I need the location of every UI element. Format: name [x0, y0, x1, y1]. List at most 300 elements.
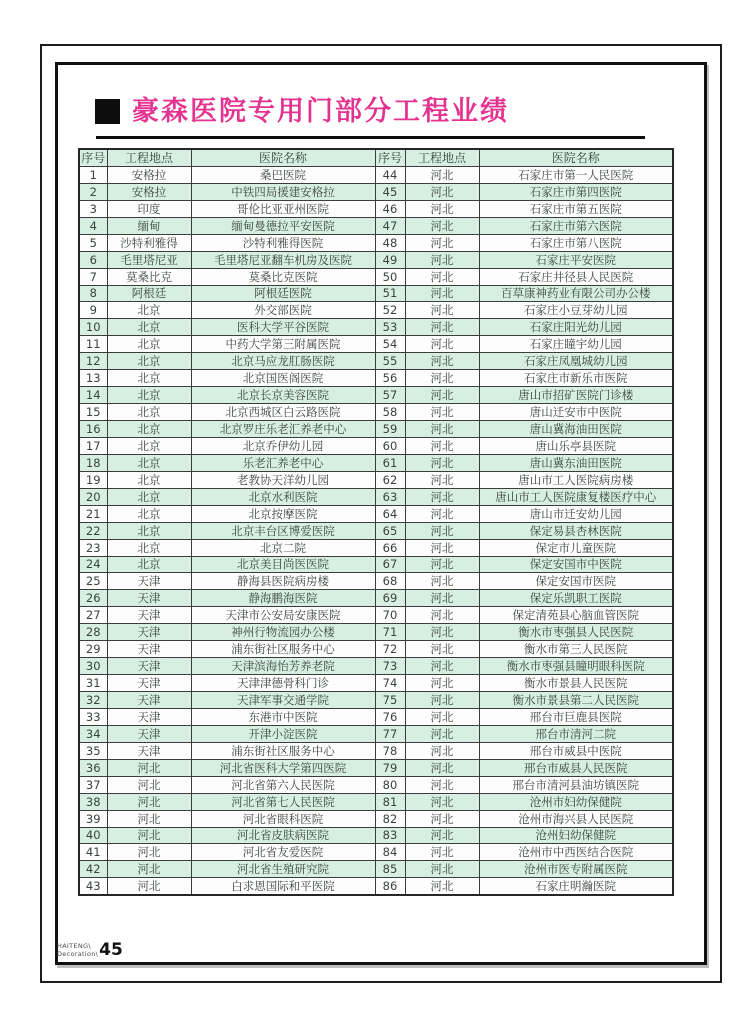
table-row — [79, 217, 673, 234]
serial-cell: 86 — [375, 878, 405, 895]
page-footer — [57, 940, 123, 960]
location-cell: 河北 — [405, 387, 479, 404]
hospital-name-cell: 河北省生殖研究院 — [191, 861, 375, 878]
location-cell: 河北 — [405, 336, 479, 353]
table-row — [79, 471, 673, 488]
location-cell: 河北 — [405, 827, 479, 844]
serial-cell: 68 — [375, 573, 405, 590]
table-row — [79, 844, 673, 861]
table-row — [79, 810, 673, 827]
location-cell: 河北 — [405, 437, 479, 454]
location-cell: 莫桑比克 — [107, 268, 191, 285]
serial-cell: 52 — [375, 302, 405, 319]
hospital-name-cell: 唐山冀海油田医院 — [479, 421, 673, 438]
serial-cell: 74 — [375, 675, 405, 692]
header-hospital-name-right: 医院名称 — [479, 149, 673, 166]
serial-cell: 12 — [79, 353, 107, 370]
hospital-name-cell: 北京国医阁医院 — [191, 370, 375, 387]
location-cell: 天津 — [107, 590, 191, 607]
serial-cell: 25 — [79, 573, 107, 590]
serial-cell: 82 — [375, 810, 405, 827]
serial-cell: 64 — [375, 505, 405, 522]
hospital-name-cell: 外交部医院 — [191, 302, 375, 319]
hospital-name-cell: 沧州市妇幼保健院 — [479, 793, 673, 810]
location-cell: 北京 — [107, 505, 191, 522]
hospital-name-cell: 邢台市清河二院 — [479, 725, 673, 742]
serial-cell: 1 — [79, 166, 107, 183]
serial-cell: 40 — [79, 827, 107, 844]
serial-cell: 85 — [375, 861, 405, 878]
hospital-name-cell: 中药大学第三附属医院 — [191, 336, 375, 353]
location-cell: 沙特利雅得 — [107, 234, 191, 251]
hospital-name-cell: 石家庄凤凰城幼儿园 — [479, 353, 673, 370]
serial-cell: 19 — [79, 471, 107, 488]
serial-cell: 38 — [79, 793, 107, 810]
location-cell: 河北 — [405, 658, 479, 675]
location-cell: 河北 — [405, 878, 479, 895]
location-cell: 河北 — [405, 793, 479, 810]
hospital-name-cell: 乐老汇养老中心 — [191, 454, 375, 471]
serial-cell: 70 — [375, 607, 405, 624]
table-row — [79, 268, 673, 285]
location-cell: 天津 — [107, 658, 191, 675]
serial-cell: 35 — [79, 742, 107, 759]
location-cell: 天津 — [107, 641, 191, 658]
serial-cell: 79 — [375, 759, 405, 776]
table-row — [79, 404, 673, 421]
serial-cell: 4 — [79, 217, 107, 234]
location-cell: 河北 — [405, 302, 479, 319]
location-cell: 河北 — [405, 725, 479, 742]
serial-cell: 84 — [375, 844, 405, 861]
location-cell: 安格拉 — [107, 183, 191, 200]
serial-cell: 76 — [375, 708, 405, 725]
hospital-name-cell: 毛里塔尼亚翻车机房及医院 — [191, 251, 375, 268]
location-cell: 天津 — [107, 725, 191, 742]
serial-cell: 54 — [375, 336, 405, 353]
serial-cell: 27 — [79, 607, 107, 624]
table-row — [79, 421, 673, 438]
serial-cell: 26 — [79, 590, 107, 607]
location-cell: 印度 — [107, 200, 191, 217]
hospital-name-cell: 邢台市巨鹿县医院 — [479, 708, 673, 725]
serial-cell: 33 — [79, 708, 107, 725]
hospital-name-cell: 保定乐凯职工医院 — [479, 590, 673, 607]
hospital-name-cell: 石家庄市第八医院 — [479, 234, 673, 251]
serial-cell: 44 — [375, 166, 405, 183]
hospital-name-cell: 保定安国市中医院 — [479, 556, 673, 573]
hospital-name-cell: 邢台市威县中医院 — [479, 742, 673, 759]
hospital-name-cell: 石家庄市第五医院 — [479, 200, 673, 217]
location-cell: 河北 — [405, 234, 479, 251]
hospital-name-cell: 石家庄市新乐市医院 — [479, 370, 673, 387]
hospital-name-cell: 阿根廷医院 — [191, 285, 375, 302]
serial-cell: 58 — [375, 404, 405, 421]
hospital-name-cell: 唐山市工人医院康复楼医疗中心 — [479, 488, 673, 505]
table-row — [79, 539, 673, 556]
hospital-name-cell: 白求恩国际和平医院 — [191, 878, 375, 895]
location-cell: 河北 — [405, 421, 479, 438]
table-row — [79, 285, 673, 302]
hospital-name-cell: 沧州妇幼保健院 — [479, 827, 673, 844]
location-cell: 北京 — [107, 336, 191, 353]
hospital-name-cell: 石家庄平安医院 — [479, 251, 673, 268]
table-row — [79, 556, 673, 573]
hospital-name-cell: 河北省第七人民医院 — [191, 793, 375, 810]
serial-cell: 9 — [79, 302, 107, 319]
hospital-name-cell: 中铁四局援建安格拉 — [191, 183, 375, 200]
location-cell: 河北 — [107, 844, 191, 861]
table-row — [79, 590, 673, 607]
serial-cell: 22 — [79, 522, 107, 539]
table-row — [79, 200, 673, 217]
location-cell: 北京 — [107, 353, 191, 370]
projects-table — [78, 148, 674, 896]
serial-cell: 34 — [79, 725, 107, 742]
serial-cell: 65 — [375, 522, 405, 539]
hospital-name-cell: 北京罗庄乐老汇养老中心 — [191, 421, 375, 438]
location-cell: 河北 — [405, 742, 479, 759]
location-cell: 缅甸 — [107, 217, 191, 234]
title-block — [95, 98, 509, 125]
location-cell: 河北 — [405, 353, 479, 370]
serial-cell: 41 — [79, 844, 107, 861]
header-serial-right: 序号 — [375, 149, 405, 166]
location-cell: 河北 — [107, 878, 191, 895]
location-cell: 河北 — [405, 692, 479, 709]
hospital-name-cell: 天津滨海怡芳养老院 — [191, 658, 375, 675]
location-cell: 河北 — [405, 522, 479, 539]
serial-cell: 14 — [79, 387, 107, 404]
location-cell: 河北 — [405, 539, 479, 556]
location-cell: 河北 — [405, 861, 479, 878]
location-cell: 河北 — [405, 641, 479, 658]
serial-cell: 55 — [375, 353, 405, 370]
header-serial-left: 序号 — [79, 149, 107, 166]
table-row — [79, 607, 673, 624]
serial-cell: 18 — [79, 454, 107, 471]
serial-cell: 48 — [375, 234, 405, 251]
location-cell: 河北 — [405, 708, 479, 725]
hospital-name-cell: 静海鹏海医院 — [191, 590, 375, 607]
serial-cell: 75 — [375, 692, 405, 709]
location-cell: 天津 — [107, 692, 191, 709]
serial-cell: 3 — [79, 200, 107, 217]
location-cell: 北京 — [107, 370, 191, 387]
hospital-name-cell: 河北省皮肤病医院 — [191, 827, 375, 844]
location-cell: 河北 — [405, 285, 479, 302]
table-row — [79, 742, 673, 759]
location-cell: 北京 — [107, 539, 191, 556]
serial-cell: 83 — [375, 827, 405, 844]
serial-cell: 8 — [79, 285, 107, 302]
hospital-name-cell: 天津军事交通学院 — [191, 692, 375, 709]
serial-cell: 23 — [79, 539, 107, 556]
hospital-name-cell: 沧州市中西医结合医院 — [479, 844, 673, 861]
hospital-name-cell: 唐山市工人医院病房楼 — [479, 471, 673, 488]
hospital-name-cell: 唐山迁安市中医院 — [479, 404, 673, 421]
hospital-name-cell: 北京乔伊幼儿园 — [191, 437, 375, 454]
location-cell: 河北 — [405, 488, 479, 505]
location-cell: 河北 — [405, 590, 479, 607]
serial-cell: 30 — [79, 658, 107, 675]
serial-cell: 46 — [375, 200, 405, 217]
hospital-name-cell: 石家庄市第四医院 — [479, 183, 673, 200]
serial-cell: 11 — [79, 336, 107, 353]
hospital-name-cell: 唐山乐亭县医院 — [479, 437, 673, 454]
location-cell: 河北 — [405, 454, 479, 471]
location-cell: 北京 — [107, 404, 191, 421]
hospital-name-cell: 河北省眼科医院 — [191, 810, 375, 827]
header-location-left: 工程地点 — [107, 149, 191, 166]
hospital-name-cell: 河北省友爱医院 — [191, 844, 375, 861]
table-row — [79, 488, 673, 505]
table-row — [79, 878, 673, 895]
serial-cell: 60 — [375, 437, 405, 454]
serial-cell: 29 — [79, 641, 107, 658]
table-row — [79, 387, 673, 404]
serial-cell: 69 — [375, 590, 405, 607]
location-cell: 北京 — [107, 522, 191, 539]
serial-cell: 32 — [79, 692, 107, 709]
hospital-name-cell: 北京美目尚医医院 — [191, 556, 375, 573]
location-cell: 天津 — [107, 675, 191, 692]
serial-cell: 28 — [79, 624, 107, 641]
hospital-name-cell: 唐山市迁安幼儿园 — [479, 505, 673, 522]
location-cell: 北京 — [107, 454, 191, 471]
location-cell: 河北 — [405, 217, 479, 234]
location-cell: 河北 — [107, 776, 191, 793]
location-cell: 河北 — [405, 505, 479, 522]
hospital-name-cell: 河北省第六人民医院 — [191, 776, 375, 793]
table-row — [79, 522, 673, 539]
location-cell: 河北 — [405, 183, 479, 200]
serial-cell: 71 — [375, 624, 405, 641]
page-title: 豪森医院专用门部分工程业绩 — [132, 96, 509, 127]
table-row — [79, 624, 673, 641]
hospital-name-cell: 石家庄明瀚医院 — [479, 878, 673, 895]
location-cell: 北京 — [107, 556, 191, 573]
serial-cell: 15 — [79, 404, 107, 421]
hospital-name-cell: 保定安国市医院 — [479, 573, 673, 590]
title-square-bullet-icon — [95, 99, 120, 124]
hospital-name-cell: 莫桑比克医院 — [191, 268, 375, 285]
serial-cell: 49 — [375, 251, 405, 268]
serial-cell: 7 — [79, 268, 107, 285]
location-cell: 河北 — [107, 827, 191, 844]
hospital-name-cell: 北京水利医院 — [191, 488, 375, 505]
hospital-name-cell: 开津小淀医院 — [191, 725, 375, 742]
location-cell: 安格拉 — [107, 166, 191, 183]
table-row — [79, 692, 673, 709]
hospital-name-cell: 医科大学平谷医院 — [191, 319, 375, 336]
serial-cell: 13 — [79, 370, 107, 387]
serial-cell: 61 — [375, 454, 405, 471]
table-header-row — [79, 149, 673, 166]
location-cell: 河北 — [405, 759, 479, 776]
serial-cell: 31 — [79, 675, 107, 692]
serial-cell: 51 — [375, 285, 405, 302]
location-cell: 河北 — [107, 810, 191, 827]
brand-mark — [57, 943, 98, 958]
hospital-name-cell: 河北省医科大学第四医院 — [191, 759, 375, 776]
location-cell: 河北 — [405, 810, 479, 827]
location-cell: 河北 — [405, 166, 479, 183]
hospital-name-cell: 北京按摩医院 — [191, 505, 375, 522]
location-cell: 河北 — [405, 607, 479, 624]
serial-cell: 80 — [375, 776, 405, 793]
hospital-name-cell: 北京丰台区博爱医院 — [191, 522, 375, 539]
serial-cell: 56 — [375, 370, 405, 387]
hospital-name-cell: 沙特利雅得医院 — [191, 234, 375, 251]
hospital-name-cell: 衡水市第三人民医院 — [479, 641, 673, 658]
table-row — [79, 759, 673, 776]
page-number: 45 — [99, 940, 123, 960]
serial-cell: 39 — [79, 810, 107, 827]
hospital-name-cell: 神州行物流园办公楼 — [191, 624, 375, 641]
hospital-name-cell: 石家庄市第六医院 — [479, 217, 673, 234]
serial-cell: 73 — [375, 658, 405, 675]
location-cell: 河北 — [405, 200, 479, 217]
hospital-name-cell: 石家庄阳光幼儿园 — [479, 319, 673, 336]
serial-cell: 10 — [79, 319, 107, 336]
location-cell: 河北 — [405, 319, 479, 336]
location-cell: 北京 — [107, 488, 191, 505]
serial-cell: 72 — [375, 641, 405, 658]
serial-cell: 45 — [375, 183, 405, 200]
table-row — [79, 166, 673, 183]
location-cell: 毛里塔尼亚 — [107, 251, 191, 268]
location-cell: 河北 — [405, 370, 479, 387]
location-cell: 河北 — [405, 844, 479, 861]
table-row — [79, 827, 673, 844]
table-row — [79, 793, 673, 810]
serial-cell: 36 — [79, 759, 107, 776]
hospital-name-cell: 保定易县杏林医院 — [479, 522, 673, 539]
table-row — [79, 454, 673, 471]
table-row — [79, 370, 673, 387]
serial-cell: 53 — [375, 319, 405, 336]
hospital-name-cell: 哥伦比亚亚州医院 — [191, 200, 375, 217]
hospital-name-cell: 邢台市威县人民医院 — [479, 759, 673, 776]
table-row — [79, 505, 673, 522]
serial-cell: 66 — [375, 539, 405, 556]
table-row — [79, 708, 673, 725]
location-cell: 天津 — [107, 573, 191, 590]
hospital-name-cell: 北京西城区白云路医院 — [191, 404, 375, 421]
serial-cell: 63 — [375, 488, 405, 505]
location-cell: 阿根廷 — [107, 285, 191, 302]
table-row — [79, 336, 673, 353]
table-row — [79, 725, 673, 742]
table-row — [79, 437, 673, 454]
serial-cell: 67 — [375, 556, 405, 573]
serial-cell: 57 — [375, 387, 405, 404]
hospital-name-cell: 百草康神药业有限公司办公楼 — [479, 285, 673, 302]
location-cell: 河北 — [405, 776, 479, 793]
table-row — [79, 776, 673, 793]
location-cell: 北京 — [107, 471, 191, 488]
location-cell: 天津 — [107, 742, 191, 759]
hospital-name-cell: 沧州市海兴县人民医院 — [479, 810, 673, 827]
location-cell: 河北 — [405, 573, 479, 590]
serial-cell: 16 — [79, 421, 107, 438]
hospital-name-cell: 唐山市招矿医院门诊楼 — [479, 387, 673, 404]
hospital-name-cell: 石家庄井径县人民医院 — [479, 268, 673, 285]
hospital-name-cell: 衡水市枣强县人民医院 — [479, 624, 673, 641]
table-row — [79, 658, 673, 675]
header-location-right: 工程地点 — [405, 149, 479, 166]
table-row — [79, 234, 673, 251]
hospital-name-cell: 衡水市枣强县瞳明眼科医院 — [479, 658, 673, 675]
table-row — [79, 183, 673, 200]
serial-cell: 21 — [79, 505, 107, 522]
serial-cell: 37 — [79, 776, 107, 793]
brand-line-1: HAITENG\ — [57, 942, 91, 951]
table-row — [79, 251, 673, 268]
serial-cell: 47 — [375, 217, 405, 234]
hospital-name-cell: 东港市中医院 — [191, 708, 375, 725]
serial-cell: 62 — [375, 471, 405, 488]
serial-cell: 17 — [79, 437, 107, 454]
hospital-name-cell: 静海县医院病房楼 — [191, 573, 375, 590]
hospital-name-cell: 浦东街社区服务中心 — [191, 641, 375, 658]
location-cell: 河北 — [405, 624, 479, 641]
serial-cell: 6 — [79, 251, 107, 268]
location-cell: 河北 — [405, 675, 479, 692]
hospital-name-cell: 桑巴医院 — [191, 166, 375, 183]
brand-line-2: Decoration\ — [57, 949, 99, 958]
table-row — [79, 861, 673, 878]
table-row — [79, 302, 673, 319]
serial-cell: 43 — [79, 878, 107, 895]
serial-cell: 42 — [79, 861, 107, 878]
location-cell: 河北 — [405, 471, 479, 488]
location-cell: 河北 — [405, 251, 479, 268]
location-cell: 北京 — [107, 319, 191, 336]
hospital-name-cell: 浦东街社区服务中心 — [191, 742, 375, 759]
serial-cell: 78 — [375, 742, 405, 759]
location-cell: 河北 — [405, 404, 479, 421]
location-cell: 天津 — [107, 607, 191, 624]
table-row — [79, 675, 673, 692]
hospital-name-cell: 沧州市医专附属医院 — [479, 861, 673, 878]
hospital-name-cell: 北京长京美容医院 — [191, 387, 375, 404]
location-cell: 河北 — [405, 556, 479, 573]
location-cell: 天津 — [107, 624, 191, 641]
serial-cell: 59 — [375, 421, 405, 438]
location-cell: 北京 — [107, 387, 191, 404]
hospital-name-cell: 石家庄小豆芽幼儿园 — [479, 302, 673, 319]
location-cell: 河北 — [107, 793, 191, 810]
hospital-name-cell: 北京马应龙肛肠医院 — [191, 353, 375, 370]
hospital-name-cell: 石家庄瞳宇幼儿园 — [479, 336, 673, 353]
serial-cell: 5 — [79, 234, 107, 251]
location-cell: 河北 — [405, 268, 479, 285]
location-cell: 北京 — [107, 302, 191, 319]
table-body — [79, 166, 673, 895]
hospital-name-cell: 唐山冀东油田医院 — [479, 454, 673, 471]
serial-cell: 24 — [79, 556, 107, 573]
serial-cell: 81 — [375, 793, 405, 810]
hospital-name-cell: 天津市公安局安康医院 — [191, 607, 375, 624]
hospital-name-cell: 老教协天洋幼儿园 — [191, 471, 375, 488]
location-cell: 天津 — [107, 708, 191, 725]
serial-cell: 77 — [375, 725, 405, 742]
hospital-name-cell: 保定市儿童医院 — [479, 539, 673, 556]
header-hospital-name-left: 医院名称 — [191, 149, 375, 166]
hospital-name-cell: 保定清苑县心脑血管医院 — [479, 607, 673, 624]
